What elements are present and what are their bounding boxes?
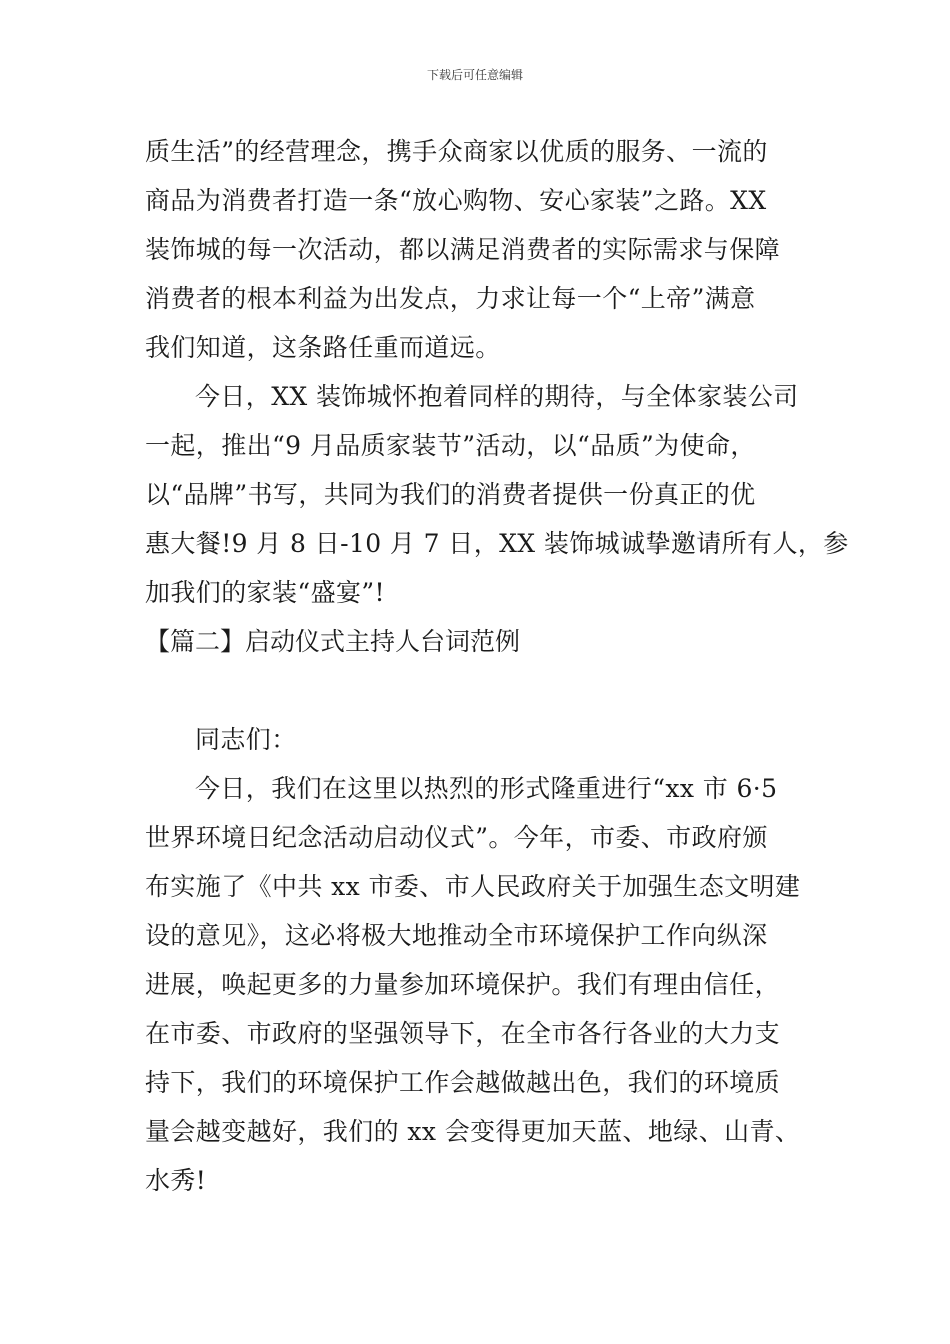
document-body bbox=[145, 127, 849, 1205]
paragraph-ceremony bbox=[145, 764, 810, 1205]
text-line: 加我们的家装“盛宴”! bbox=[145, 578, 386, 607]
section-heading: 【篇二】启动仪式主持人台词范例 bbox=[145, 627, 521, 656]
text-line: 进展，唤起更多的力量参加环境保护。我们有理由信任， bbox=[145, 970, 781, 999]
page-header-note: 下载后可任意编辑 bbox=[426, 68, 523, 82]
text-line: 以“品牌”书写，共同为我们的消费者提供一份真正的优 bbox=[145, 480, 756, 509]
text-line: 世界环境日纪念活动启动仪式”。今年，市委、市政府颁 bbox=[145, 823, 768, 852]
text-line: 持下，我们的环境保护工作会越做越出色，我们的环境质 bbox=[145, 1068, 781, 1097]
paragraph-continued bbox=[145, 127, 810, 372]
text-line: 消费者的根本利益为出发点，力求让每一个“上帝”满意 bbox=[145, 284, 756, 313]
text-line: 设的意见》，这必将极大地推动全市环境保护工作向纵深 bbox=[145, 921, 768, 950]
text-line: 布实施了《中共 xx 市委、市人民政府关于加强生态文明建 bbox=[145, 872, 801, 901]
text-line: 在市委、市政府的坚强领导下，在全市各行各业的大力支 bbox=[145, 1019, 781, 1048]
text-line: 装饰城的每一次活动，都以满足消费者的实际需求与保障 bbox=[145, 235, 781, 264]
text-line: 商品为消费者打造一条“放心购物、安心家装”之路。XX bbox=[145, 186, 767, 215]
greeting: 同志们： bbox=[195, 725, 297, 754]
text-line: 一起，推出“9 月品质家装节”活动，以“品质”为使命， bbox=[145, 431, 756, 460]
text-line: 质生活”的经营理念，携手众商家以优质的服务、一流的 bbox=[145, 137, 768, 166]
text-line: 我们知道，这条路任重而道远。 bbox=[145, 333, 501, 362]
paragraph-festival bbox=[145, 372, 849, 617]
text-line: 惠大餐!9 月 8 日-10 月 7 日，XX 装饰城诚挚邀请所有人，参 bbox=[145, 529, 849, 558]
text-line: 量会越变越好，我们的 xx 会变得更加天蓝、地绿、山青、 bbox=[145, 1117, 801, 1146]
text-line: 水秀! bbox=[145, 1166, 207, 1195]
text-line: 今日，XX 装饰城怀抱着同样的期待，与全体家装公司 bbox=[195, 382, 799, 411]
text-line: 今日，我们在这里以热烈的形式隆重进行“xx 市 6·5 bbox=[195, 774, 778, 803]
blank-line bbox=[145, 666, 810, 715]
